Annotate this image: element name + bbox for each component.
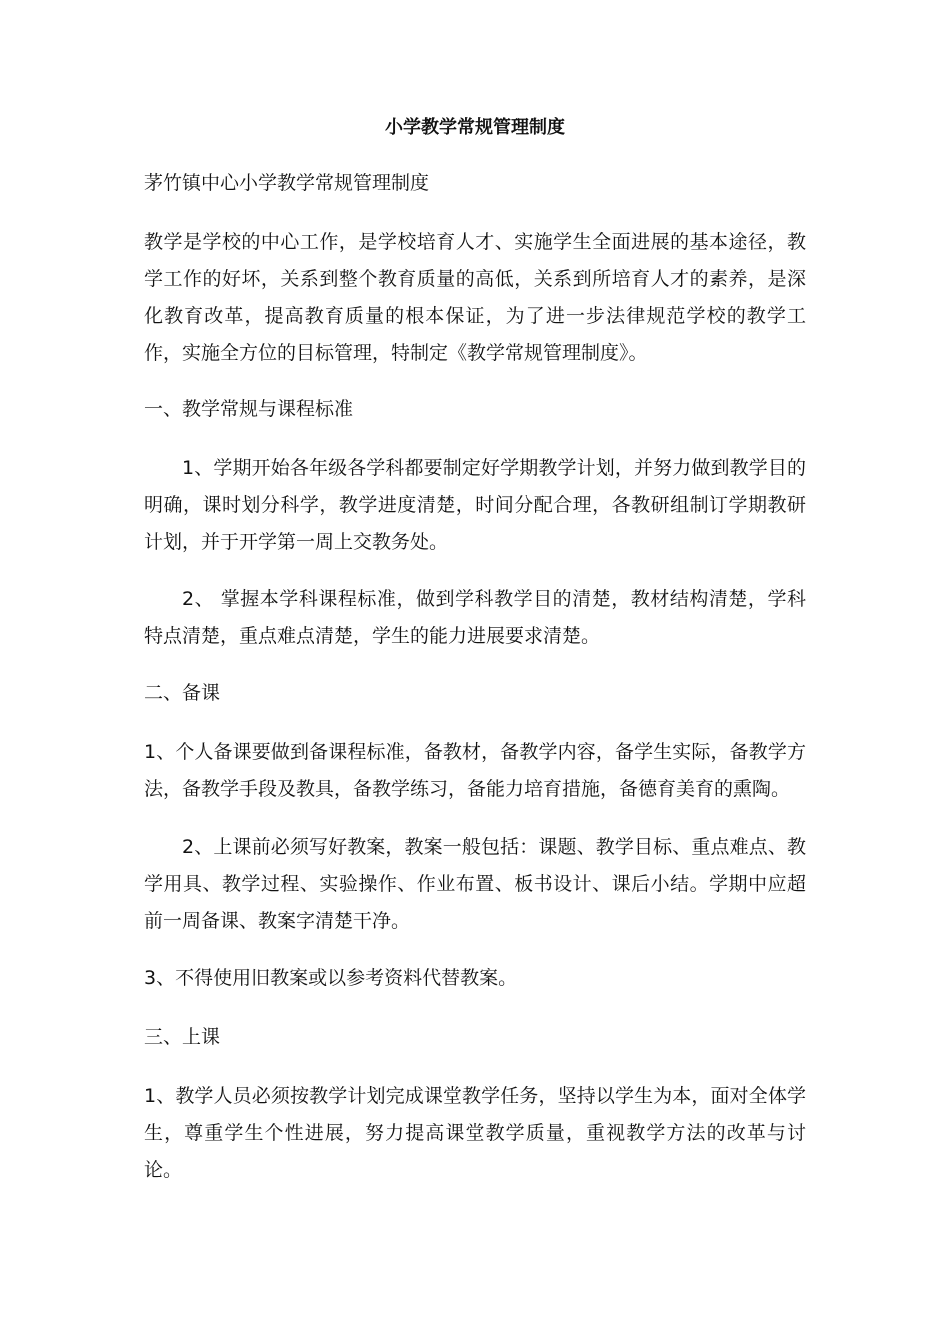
document-subtitle: 茅竹镇中心小学教学常规管理制度 xyxy=(144,172,430,194)
section-heading-class: 三、上课 xyxy=(144,1026,221,1048)
document-title: 小学教学常规管理制度 xyxy=(385,117,565,138)
section-3-item-1: 1、教学人员必须按教学计划完成课堂教学任务，坚持以学生为本，面对全体学生，尊重学生个性进展，努力提高课堂教学质量，重视教学方法的改革与讨论。 xyxy=(144,1085,806,1181)
section-1-item-2: 2、 掌握本学科课程标准，做到学科教学目的清楚，教材结构清楚，学科特点清楚，重点难点清楚，学生的能力进展要求清楚。 xyxy=(144,588,806,647)
section-2-item-1: 1、个人备课要做到备课程标准，备教材，备教学内容，备学生实际，备教学方法，备教学手段及教具，备教学练习，备能力培育措施，备德育美育的熏陶。 xyxy=(144,741,806,800)
intro-paragraph: 教学是学校的中心工作，是学校培育人才、实施学生全面进展的基本途径，教学工作的好坏，关系到整个教育质量的高低，关系到所培育人才的素养，是深化教育改革，提高教育质量的根本保证，为了进一步法律规范学校的教学工作，实施全方位的目标管理，特制定《教学常规管理制度》。 xyxy=(144,231,806,364)
section-heading-standards: 一、教学常规与课程标准 xyxy=(144,398,354,420)
section-2-item-2: 2、上课前必须写好教案，教案一般包括：课题、教学目标、重点难点、教学用具、教学过程、实验操作、作业布置、板书设计、课后小结。学期中应超前一周备课、教案字清楚干净。 xyxy=(144,836,806,932)
section-heading-lesson-prep: 二、备课 xyxy=(144,682,221,704)
section-2-item-3: 3、不得使用旧教案或以参考资料代替教案。 xyxy=(144,967,518,989)
section-1-item-1: 1、学期开始各年级各学科都要制定好学期教学计划，并努力做到教学目的明确，课时划分科学，教学进度清楚，时间分配合理，各教研组制订学期教研计划，并于开学第一周上交教务处。 xyxy=(144,457,806,553)
